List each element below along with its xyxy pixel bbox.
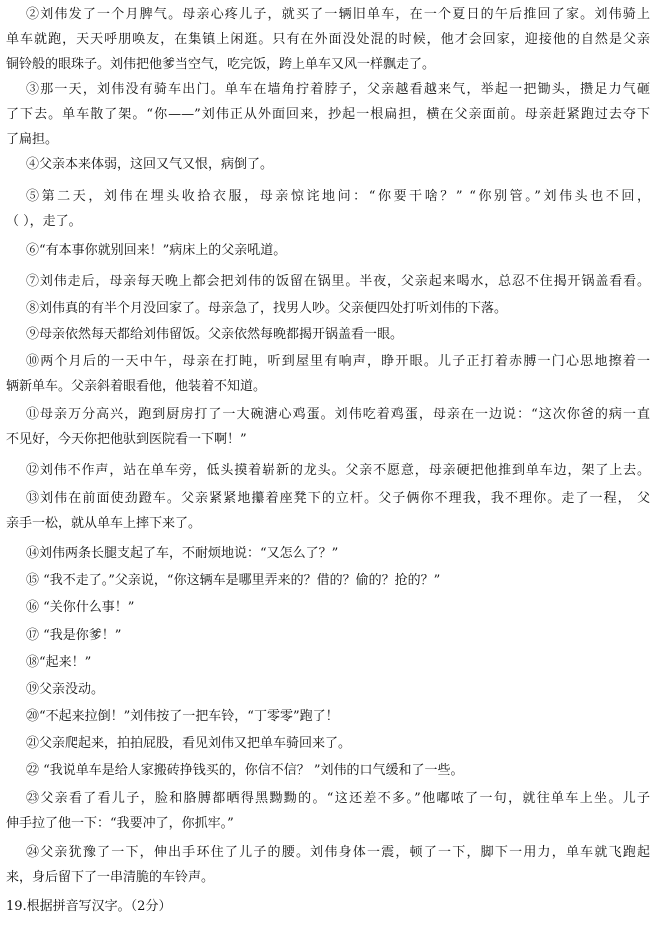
paragraph-line: ⑧刘伟真的有半个月没回家了。母亲急了，找男人吵。父亲便四处打听刘伟的下落。 <box>26 301 508 316</box>
paragraph-line: ⑫刘伟不作声，站在单车旁，低头摸着崭新的龙头。父亲不愿意，母亲硬把他推到单车边，架了上去。 <box>26 463 650 478</box>
paragraph-23 <box>0 792 650 830</box>
paragraph-16 <box>0 601 650 614</box>
paragraph-19 <box>0 683 650 696</box>
paragraph-line: ③那一天，刘伟没有骑车出门。单车在墙角拧着脖子，父亲越看越来气，举起一把锄头，攒足力气砸 <box>26 82 650 97</box>
paragraph-12 <box>0 464 650 477</box>
paragraph-11 <box>0 408 650 446</box>
paragraph-7 <box>0 275 650 288</box>
paragraph-4 <box>0 158 650 171</box>
paragraph-20 <box>0 710 650 723</box>
paragraph-18 <box>0 656 650 669</box>
paragraph-line: ⑳“不起来拉倒！”刘伟按了一把车铃，“丁零零”跑了！ <box>26 709 339 724</box>
paragraph-line: ⑨母亲依然每天都给刘伟留饭。父亲依然每晚都揭开锅盖看一眼。 <box>26 327 404 342</box>
paragraph-line: 来，身后留下了一串清脆的车铃声。 <box>6 870 215 885</box>
paragraph-5 <box>0 190 650 228</box>
paragraph-line: ⑦刘伟走后，母亲每天晚上都会把刘伟的饭留在锅里。半夜，父亲起来喝水，总忍不住揭开锅盖看看。 <box>26 274 650 289</box>
paragraph-line: ⑱“起来！” <box>26 655 92 670</box>
paragraph-line: 单车就跑，天天呼朋唤友，在集镇上闲逛。只有在外面没处混的时候，他才会回家，迎接他的自然是父亲 <box>6 32 650 47</box>
paragraph-24 <box>0 846 650 884</box>
paragraph-line: 了扁担。 <box>6 132 59 147</box>
paragraph-line: ④父亲本来体弱，这回又气又恨，病倒了。 <box>26 157 274 172</box>
paragraph-line: 辆新单车。父亲斜着眼看他，他装着不知道。 <box>6 379 267 394</box>
paragraph-line: ㉔父亲犹豫了一下，伸出手环住了儿子的腰。刘伟身体一震，顿了一下，脚下一用力，单车就飞跑起 <box>26 845 650 860</box>
paragraph-13 <box>0 492 650 530</box>
paragraph-line: ⑪母亲万分高兴，跑到厨房打了一大碗溏心鸡蛋。刘伟吃着鸡蛋，母亲在一边说：“这次你爸的病一直 <box>26 407 650 422</box>
paragraph-line: 伸手拉了他一下：“我要冲了，你抓牢。” <box>6 816 234 831</box>
paragraph-line: ⑬刘伟在前面使劲蹬车。父亲紧紧地攥着座凳下的立杆。父子俩你不理我，我不理你。走了一程， 父 <box>26 491 650 506</box>
paragraph-9 <box>0 328 650 341</box>
paragraph-line: ②刘伟发了一个月脾气。母亲心疼儿子，就买了一辆旧单车，在一个夏日的午后推回了家。刘伟骑上 <box>26 7 650 22</box>
paragraph-line: ⑥“有本事你就别回来！”病床上的父亲吼道。 <box>26 243 287 258</box>
paragraph-line: 铜铃般的眼珠子。刘伟把他爹当空气，吃完饭，跨上单车又风一样飘走了。 <box>6 57 436 72</box>
paragraph-10 <box>0 355 650 393</box>
paragraph-15 <box>0 574 650 587</box>
paragraph-17 <box>0 629 650 642</box>
paragraph-21 <box>0 737 650 750</box>
paragraph-line: ⑲父亲没动。 <box>26 682 105 697</box>
paragraph-line: ㉒ “我说单车是给人家搬砖挣钱买的，你信不信？ ”刘伟的口气缓和了一些。 <box>26 763 464 778</box>
paragraph-6 <box>0 244 650 257</box>
paragraph-line: ⑤第二天，刘伟在埋头收拾衣服，母亲惊诧地问：“你要干啥？” “你别管。”刘伟头也不回， <box>26 189 650 204</box>
paragraph-line: ⑰ “我是你爹！” <box>26 628 122 643</box>
paragraph-14 <box>0 547 650 560</box>
question-19-prompt: 19.根据拼音写汉字。（2分） <box>6 899 172 914</box>
paragraph-8 <box>0 302 650 315</box>
paragraph-line: ⑩两个月后的一天中午，母亲在打盹，听到屋里有响声，睁开眼。儿子正打着赤膊一门心思地擦着一 <box>26 354 650 369</box>
paragraph-line: 不见好，今天你把他驮到医院看一下啊！” <box>6 432 247 447</box>
paragraph-line: （ ），走了。 <box>6 214 82 229</box>
paragraph-3 <box>0 83 650 146</box>
paragraph-22 <box>0 764 650 777</box>
paragraph-line: ㉓父亲看了看儿子，脸和胳膊都晒得黑黝黝的。“这还差不多。”他嘟哝了一句，就往单车上坐。儿子 <box>26 791 650 806</box>
paragraph-line: ⑮ “我不走了。”父亲说，“你这辆车是哪里弄来的？借的？偷的？抢的？” <box>26 573 441 588</box>
paragraph-line: 亲手一松，就从单车上摔下来了。 <box>6 516 202 531</box>
paragraph-2 <box>0 8 650 71</box>
paragraph-line: ⑯ “关你什么事！” <box>26 600 135 615</box>
paragraph-line: ㉑父亲爬起来，拍拍屁股，看见刘伟又把单车骑回来了。 <box>26 736 352 751</box>
paragraph-line: 了下去。单车散了架。“你——”刘伟正从外面回来，抄起一根扁担，横在父亲面前。母亲赶紧跑过去夺下 <box>6 107 650 122</box>
paragraph-line: ⑭刘伟两条长腿支起了车，不耐烦地说：“又怎么了？” <box>26 546 339 561</box>
